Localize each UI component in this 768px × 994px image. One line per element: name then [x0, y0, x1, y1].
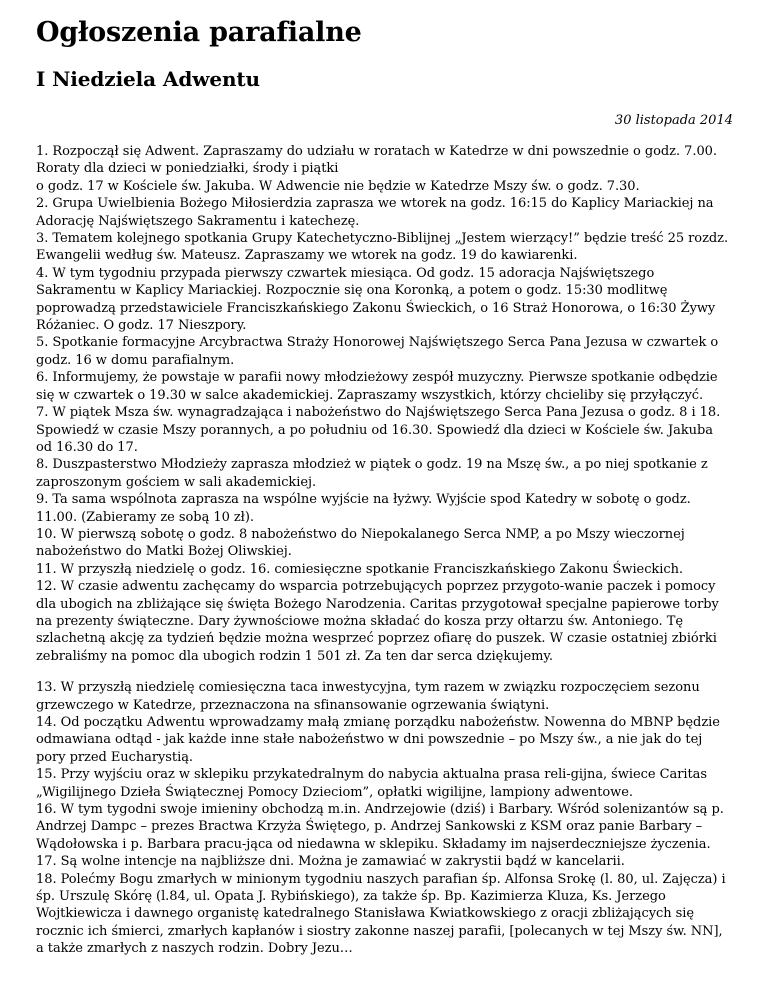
- announcement-paragraph: 13. W przyszłą niedzielę comiesięczna taca inwestycyjna, tym razem w związku rozpoczęciem sezonu grzewczego w Katedrze, przeznaczona na sfinansowanie ogrzewania świątyni.: [36, 680, 700, 713]
- announcement-paragraph: 4. W tym tygodniu przypada pierwszy czwartek miesiąca. Od godz. 15 adoracja Najświętszego Sakramentu w Kaplicy Mariackiej. Rozpocznie się ona Koronką, a potem o godz. 15:30 modlitwę poprowadzą przedstawiciele Franciszkańskiego Zakonu Świeckich, o 16 Straż Honorowa, o 16:30 Żywy Różaniec. O godz. 17 Nieszpory.: [36, 265, 716, 334]
- paragraph-gap: [36, 665, 733, 679]
- announcement-paragraph: 9. Ta sama wspólnota zaprasza na wspólne wyjście na łyżwy. Wyjście spod Katedry w sobotę o godz. 11.00. (Zabieramy ze sobą 10 zł).: [36, 492, 691, 525]
- announcement-paragraph: 7. W piątek Msza św. wynagradzająca i nabożeństwo do Najświętszego Serca Pana Jezusa o godz. 8 i 18. Spowiedź w czasie Mszy porannych, a po południu od 16.30. Spowiedź dla dzieci w Kościele św. Jakuba od 16.30 do 17.: [36, 405, 721, 455]
- announcement-paragraph: o godz. 17 w Kościele św. Jakuba. W Adwencie nie będzie w Katedrze Mszy św. o godz. 7.30.: [36, 178, 640, 194]
- page-title: Ogłoszenia parafialne: [36, 17, 362, 48]
- announcement-paragraph: 5. Spotkanie formacyjne Arcybractwa Straży Honorowej Najświętszego Serca Pana Jezusa w czwartek o godz. 16 w domu parafialnym.: [36, 335, 719, 368]
- page-subtitle: I Niedziela Adwentu: [36, 67, 260, 91]
- announcement-paragraph: 1. Rozpoczął się Adwent. Zapraszamy do udziału w roratach w Katedrze w dni powszednie o godz. 7.00. Roraty dla dzieci w poniedziałki, środy i piątki: [36, 144, 717, 177]
- announcement-paragraph: 17. Są wolne intencje na najbliższe dni. Można je zamawiać w zakrystii bądź w kancelarii.: [36, 854, 625, 870]
- announcement-paragraph: 2. Grupa Uwielbienia Bożego Miłosierdzia zaprasza we wtorek na godz. 16:15 do Kaplicy Mariackiej na Adorację Najświętszego Sakramentu i katechezę.: [36, 196, 714, 229]
- announcement-paragraph: 14. Od początku Adwentu wprowadzamy małą zmianę porządku nabożeństw. Nowenna do MBNP będzie odmawiana odtąd - jak każde inne stałe nabożeństwo w dni powszednie – po Mszy św., a nie jak do tej pory przed Eucharystią.: [36, 715, 720, 765]
- announcement-paragraph: 11. W przyszłą niedzielę o godz. 16. comiesięczne spotkanie Franciszkańskiego Zakonu Świeckich.: [36, 561, 683, 577]
- announcement-paragraph: 15. Przy wyjściu oraz w sklepiku przykatedralnym do nabycia aktualna prasa reli-gijna, świece Caritas „Wigilijnego Dzieła Świątecznej Pomocy Dzieciom”, opłatki wigilijne, lampiony adwentowe.: [36, 767, 707, 800]
- announcement-paragraph: 8. Duszpasterstwo Młodzieży zaprasza młodzież w piątek o godz. 19 na Mszę św., a po niej spotkanie z zaproszonym gościem w sali akademickiej.: [36, 457, 708, 490]
- announcement-paragraph: 3. Tematem kolejnego spotkania Grupy Katechetyczno-Biblijnej „Jestem wierzący!” będzie treść 25 rozdz. Ewangelii według św. Mateusz. Zapraszamy we wtorek na godz. 19 do kawiarenki.: [36, 231, 729, 264]
- announcement-paragraph: 16. W tym tygodni swoje imieniny obchodzą m.in. Andrzejowie (dziś) i Barbary. Wśród solenizantów są p. Andrzej Dampc – prezes Bractwa Krzyża Świętego, p. Andrzej Sankowski z KSM oraz panie Barbary – Wądołowska i p. Barbara pracu-jąca od niedawna w sklepiku. Składamy im najserdeczniejsze życzenia.: [36, 802, 724, 852]
- document-date: 30 listopada 2014: [614, 113, 733, 128]
- announcements-block-2: [36, 679, 733, 958]
- announcement-paragraph: 18. Polećmy Bogu zmarłych w minionym tygodniu naszych parafian śp. Alfonsa Srokę (l. 80, ul. Zajęcza) i śp. Urszulę Skórę (l.84, ul. Opata J. Rybińskiego), za także śp. Bp. Kazimierza Kluza, Ks. Jerzego Wojtkiewicza i dawnego organistę katedralnego Stanisława Kwiatkowskiego z oracji zbliżających się rocznic ich śmierci, zmarłych kapłanów i siostry zakonne naszej parafii, [polecanych w tej Mszy św. NN], a także zmarłych z naszych rodzin. Dobry Jezu…: [36, 871, 726, 957]
- announcement-paragraph: 10. W pierwszą sobotę o godz. 8 nabożeństwo do Niepokalanego Serca NMP, a po Mszy wieczornej nabożeństwo do Matki Bożej Oliwskiej.: [36, 526, 685, 560]
- announcement-paragraph: 6. Informujemy, że powstaje w parafii nowy młodzieżowy zespół muzyczny. Pierwsze spotkanie odbędzie się w czwartek o 19.30 w salce akademickiej. Zapraszamy wszystkich, którzy chcieliby się przyłączyć.: [36, 370, 718, 403]
- announcement-paragraph: 12. W czasie adwentu zachęcamy do wsparcia potrzebujących poprzez przygoto-wanie paczek i pomocy dla ubogich na zbliżające się święta Bożego Narodzenia. Caritas przygotował specjalne papierowe torby na prezenty świąteczne. Dary żywnościowe można składać do kosza przy ołtarzu św. Antoniego. Tę szlachetną akcję za tydzień będzie można wesprzeć poprzez ofiarę do puszek. W czasie ostatniej zbiórki zebraliśmy na pomoc dla ubogich rodzin 1 501 zł. Za ten dar serca dziękujemy.: [36, 579, 719, 664]
- announcements-block-1: [36, 143, 733, 665]
- announcements-body: [36, 143, 733, 958]
- document-page: [36, 0, 733, 958]
